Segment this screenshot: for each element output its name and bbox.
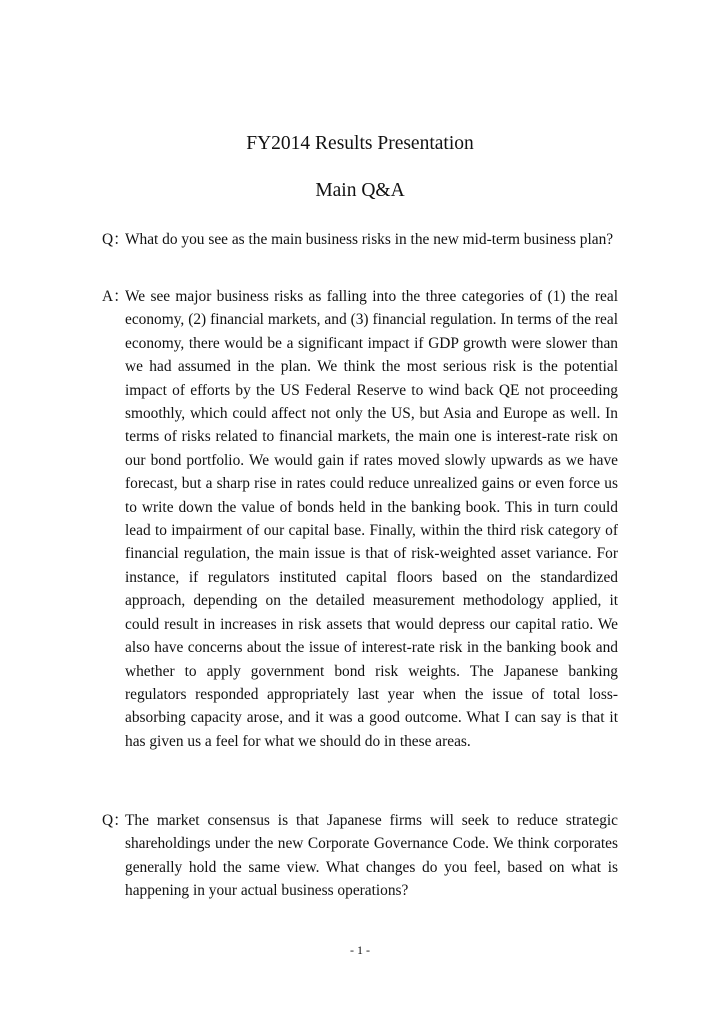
document-title: FY2014 Results Presentation bbox=[246, 133, 474, 154]
document-subtitle: Main Q&A bbox=[315, 180, 405, 201]
question-2 bbox=[102, 809, 618, 903]
answer-text: We see major business risks as falling into the three categories of (1) the real economy, (2) financial markets, and (3) financial regulation. In terms of the real economy, there would be a significant impact if GDP growth were slower than we had assumed in the plan. We think the most serious risk is the potential impact of efforts by the US Federal Reserve to wind back QE not proceeding smoothly, which could affect not only the US, but Asia and Europe as well. In terms of risks related to financial markets, the main one is interest-rate risk on our bond portfolio. We would gain if rates moved slowly upwards as we have forecast, but a sharp rise in rates could reduce unrealized gains or even force us to write down the value of bonds held in the banking book. This in turn could lead to impairment of our capital base. Finally, within the third risk category of financial regulation, the main issue is that of risk-weighted asset variance. For instance, if regulators instituted capital floors based on the standardized approach, depending on the detailed measurement methodology applied, it could result in increases in risk assets that would depress our capital ratio. We also have concerns about the issue of interest-rate risk in the banking book and whether to apply government bond risk weights. The Japanese banking regulators responded appropriately last year when the issue of total loss-absorbing capacity arose, and it was a good outcome. What I can say is that it has given us a feel for what we should do in these areas. bbox=[125, 288, 618, 750]
question-1 bbox=[102, 228, 618, 251]
answer-1 bbox=[102, 285, 618, 753]
question-marker: Q： bbox=[102, 812, 129, 829]
question-text: The market consensus is that Japanese firms will seek to reduce strategic shareholdings under the new Corporate Governance Code. We think corporates generally hold the same view. What changes do you feel, based on what is happening in your actual business operations? bbox=[125, 812, 618, 900]
question-text: What do you see as the main business risks in the new mid-term business plan? bbox=[125, 231, 614, 248]
page-number: - 1 - bbox=[350, 943, 370, 957]
question-marker: Q： bbox=[102, 231, 129, 248]
answer-marker: A： bbox=[102, 288, 129, 305]
